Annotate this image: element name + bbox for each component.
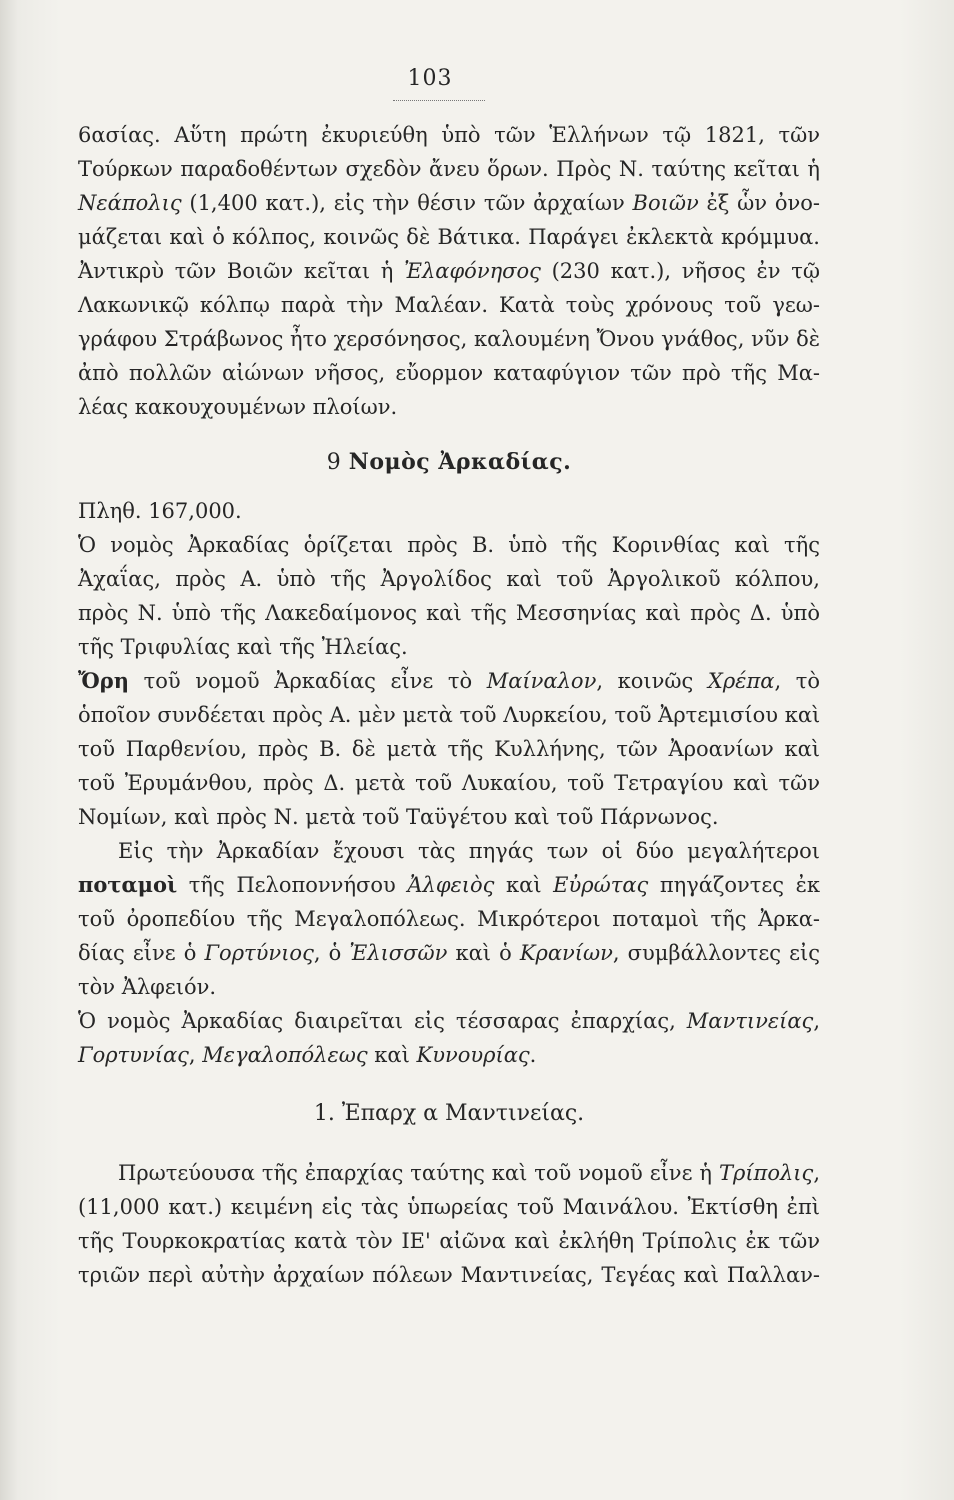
text-line: Πρωτεύουσα τῆς ἐπαρχίας ταύτης καὶ τοῦ νομοῦ εἶνε ἡ Τρίπολις, [118, 1161, 820, 1185]
italic-name: Μαίναλον [486, 669, 597, 693]
page-number: 103 [407, 66, 453, 91]
text-line: ὁποῖον συνδέεται πρὸς Α. μὲν μετὰ τοῦ Λυρκείου, τοῦ Ἀρτεμισίου καὶ [78, 703, 821, 727]
text-line: Εἰς τὴν Ἀρκαδίαν ἔχουσι τὰς πηγάς των οἱ δύο μεγαλήτεροι [118, 839, 820, 863]
italic-name: Ἀλφειὸς [407, 873, 495, 897]
text-line: τοῦ Παρθενίου, πρὸς Β. δὲ μετὰ τῆς Κυλλήνης, τῶν Ἀροανίων καὶ [78, 737, 820, 761]
text-line: Λακωνικῷ κόλπῳ παρὰ τὴν Μαλέαν. Κατὰ τοὺς χρόνους τοῦ γεω- [78, 293, 820, 317]
bold-term: ποταμοὶ [78, 872, 178, 897]
text-line: (11,000 κατ.) κειμένη εἰς τὰς ὑπωρείας τοῦ Μαινάλου. Ἐκτίσθη ἐπὶ [78, 1195, 820, 1219]
italic-name: Εὐρώτας [553, 873, 649, 897]
text-line: μάζεται καὶ ὁ κόλπος, κοινῶς δὲ Βάτικα. Παράγει ἐκλεκτὰ κρόμμυα. [78, 225, 820, 249]
paragraph-capital [78, 1156, 820, 1292]
italic-name: Νεάπολις [78, 191, 182, 215]
bold-term: Ὄρη [78, 668, 129, 693]
section-number: 9 [326, 450, 341, 475]
text-line: τοῦ Ἐρυμάνθου, πρὸς Δ. μετὰ τοῦ Λυκαίου, τοῦ Τετραγίου καὶ τῶν [78, 771, 820, 795]
paragraph-rivers [78, 834, 820, 1004]
text-line: τὸν Ἀλφειόν. [78, 975, 217, 999]
text-line: Νομίων, καὶ πρὸς Ν. μετὰ τοῦ Ταϋγέτου καὶ τοῦ Πάρνωνος. [78, 805, 719, 829]
italic-name: Χρέπα [707, 669, 775, 693]
text-line: τῆς Τουρκοκρατίας κατὰ τὸν ΙΕ' αἰῶνα καὶ ἐκλήθη Τρίπολις ἐκ τῶν [78, 1229, 820, 1253]
italic-name: Ἐλισσῶν [349, 941, 448, 965]
text-line: γράφου Στράβωνος ἦτο χερσόνησος, καλουμένη Ὄνου γνάθος, νῦν δὲ [78, 327, 820, 351]
text-line: 6ασίας. Αὕτη πρώτη ἐκυριεύθη ὑπὸ τῶν Ἑλλήνων τῷ 1821, τῶν [78, 123, 820, 147]
text-line: τοῦ ὀροπεδίου τῆς Μεγαλοπόλεως. Μικρότεροι ποταμοὶ τῆς Ἀρκα- [78, 907, 820, 931]
section-title: Νομὸς Ἀρκαδίας. [348, 449, 572, 475]
paragraph-mountains [78, 664, 820, 834]
text-line: Ὄρη τοῦ νομοῦ Ἀρκαδίας εἶνε τὸ Μαίναλον, κοινῶς Χρέπα, τὸ [78, 668, 820, 693]
subsection-heading: 1. Ἐπαρχ α Μαντινείας. [313, 1101, 585, 1126]
text-line: Νεάπολις (1,400 κατ.), εἰς τὴν θέσιν τῶν ἀρχαίων Βοιῶν ἐξ ὧν ὀνο- [78, 191, 820, 215]
italic-name: Ἐλαφόνησος [404, 259, 541, 283]
italic-name: Μεγαλοπόλεως [202, 1043, 368, 1067]
population-line: Πληθ. 167,000. [78, 499, 242, 523]
italic-name: Γορτύνιος [204, 941, 314, 965]
text-line: πρὸς Ν. ὑπὸ τῆς Λακεδαίμονος καὶ τῆς Μεσσηνίας καὶ πρὸς Δ. ὑπὸ [78, 601, 820, 625]
paragraph-laconia-end [78, 118, 820, 424]
text-line: ἀπὸ πολλῶν αἰώνων νῆσος, εὔορμον καταφύγιον τῶν πρὸ τῆς Μα- [78, 361, 820, 385]
italic-name: Μαντινείας [686, 1009, 814, 1033]
text-line: Ἀντικρὺ τῶν Βοιῶν κεῖται ἡ Ἐλαφόνησος (230 κατ.), νῆσος ἐν τῷ [78, 259, 820, 283]
paragraph-borders [78, 528, 820, 664]
italic-name: Κρανίων [519, 941, 613, 965]
text-line: ποταμοὶ τῆς Πελοποννήσου Ἀλφειὸς καὶ Εὐρώτας πηγάζοντες ἐκ [78, 872, 821, 897]
text-line: Ὁ νομὸς Ἀρκαδίας ὁρίζεται πρὸς Β. ὑπὸ τῆς Κορινθίας καὶ τῆς [78, 533, 820, 557]
text-line: Γορτυνίας, Μεγαλοπόλεως καὶ Κυνουρίας. [78, 1043, 537, 1067]
paragraph-divisions [78, 1004, 820, 1072]
body-text [78, 118, 820, 1292]
text-line: λέας κακουχουμένων πλοίων. [78, 395, 398, 419]
text-line: Ἀχαΐας, πρὸς Α. ὑπὸ τῆς Ἀργολίδος καὶ τοῦ Ἀργολικοῦ κόλπου, [78, 567, 820, 591]
italic-name: Γορτυνίας [78, 1043, 189, 1067]
italic-name: Τρίπολις [718, 1161, 814, 1185]
text-line: Ὁ νομὸς Ἀρκαδίας διαιρεῖται εἰς τέσσαρας ἐπαρχίας, Μαντινείας, [78, 1009, 820, 1033]
italic-name: Κυνουρίας [416, 1043, 530, 1067]
text-line: δίας εἶνε ὁ Γορτύνιος, ὁ Ἐλισσῶν καὶ ὁ Κρανίων, συμβάλλοντες εἰς [78, 941, 820, 965]
text-line: τῆς Τριφυλίας καὶ τῆς Ἠλείας. [78, 635, 408, 659]
header-rule [393, 100, 485, 101]
italic-name: Βοιῶν [632, 191, 699, 215]
section-heading [78, 442, 820, 482]
text-line: τριῶν περὶ αὐτὴν ἀρχαίων πόλεων Μαντινείας, Τεγέας καὶ Παλλαν- [78, 1263, 820, 1287]
text-line: Τούρκων παραδοθέντων σχεδὸν ἄνευ ὅρων. Πρὸς Ν. ταύτης κεῖται ἡ [78, 157, 820, 181]
